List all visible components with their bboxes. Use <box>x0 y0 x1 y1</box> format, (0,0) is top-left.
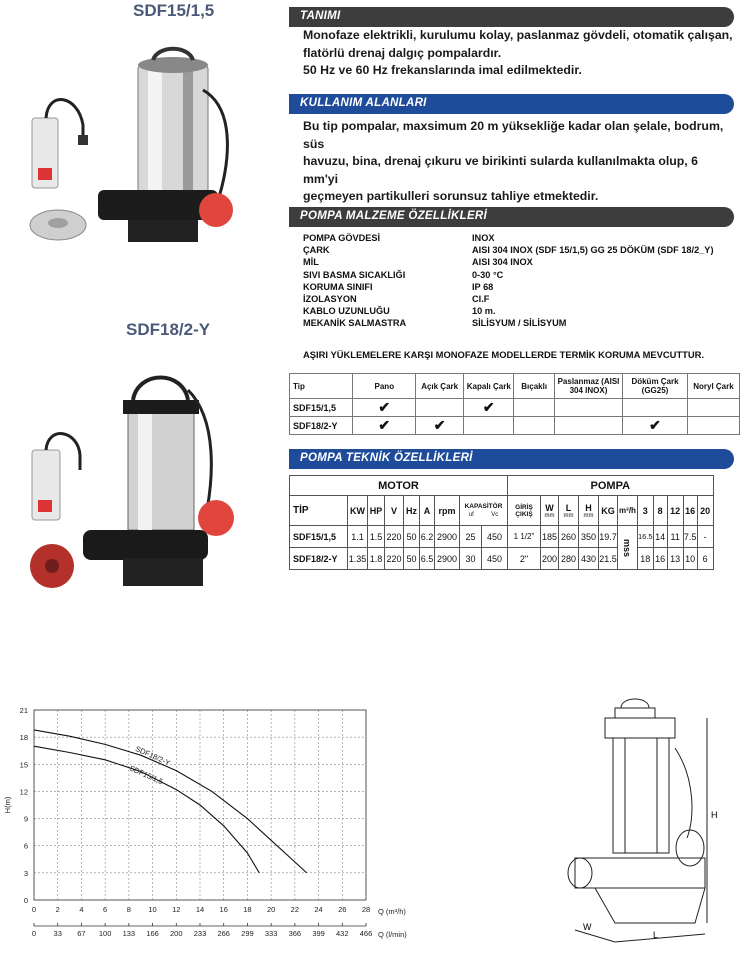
x2-tick-label: 333 <box>264 929 278 938</box>
dim-w-label: W <box>583 922 592 932</box>
x2-tick-label: 233 <box>193 929 207 938</box>
x2-tick-label: 399 <box>312 929 325 938</box>
x2-tick-label: 166 <box>146 929 159 938</box>
check-icon: ✔ <box>623 417 688 435</box>
tanimi-text: Monofaze elektrikli, kurulumu kolay, paslanmaz gövdeli, otomatik çalışan, flatörlü drenaj dalgıç pompalardır. 50 Hz ve 60 Hz frekanslarında imal edilmektedir. <box>303 28 733 77</box>
x-tick-label: 18 <box>243 905 252 914</box>
x2-tick-label: 67 <box>77 929 86 938</box>
dimension-diagram <box>555 698 735 948</box>
x2-tick-label: 133 <box>122 929 136 938</box>
performance-chart <box>0 700 407 950</box>
check-icon: ✔ <box>353 417 416 435</box>
model-title-top: SDF15/1,5 <box>133 1 215 20</box>
options-header: Kapalı Çark <box>464 374 514 399</box>
y-tick-label: 15 <box>19 760 28 770</box>
y-tick-label: 9 <box>23 814 28 824</box>
x-tick-label: 22 <box>290 905 300 914</box>
check-icon: ✔ <box>416 417 464 435</box>
x-tick-label: 26 <box>338 905 347 914</box>
mss-label: mss <box>618 526 638 570</box>
options-header: Noryl Çark <box>687 374 739 399</box>
y-axis-label: H(m) <box>3 796 12 814</box>
options-header: Pano <box>353 374 416 399</box>
x-tick-label: 6 <box>103 905 108 914</box>
options-header: Döküm Çark (GG25) <box>623 374 688 399</box>
tech-row-sdf15: SDF15/1,5 1.1 1.5 220 50 6.2 2900 25 450 1 1/2" 185 260 350 19.7 mss 16.5 14 11 7.5 - <box>290 526 714 548</box>
x2-tick-label: 366 <box>288 929 302 938</box>
model-title-bottom: SDF18/2-Y <box>126 320 211 339</box>
x-axis-label: Q (m³/h) <box>378 907 406 916</box>
y-tick-label: 0 <box>23 896 28 905</box>
x-tick-label: 14 <box>195 905 205 914</box>
x-tick-label: 2 <box>55 905 60 914</box>
check-icon: ✔ <box>464 399 514 417</box>
kapasitor-header: KAPASİTÖR uf Vc <box>460 496 508 526</box>
x2-tick-label: 299 <box>241 929 254 938</box>
dim-l-label: L <box>653 930 659 940</box>
dim-h-label: H <box>711 810 718 820</box>
x-tick-label: 20 <box>266 905 276 914</box>
section-banner-teknik: POMPA TEKNİK ÖZELLİKLERİ <box>289 449 734 469</box>
x-tick-label: 24 <box>314 905 323 914</box>
pompa-header: POMPA <box>508 476 714 496</box>
options-header: Bıçaklı <box>514 374 555 399</box>
x-tick-label: 8 <box>126 905 131 914</box>
options-header: Açık Çark <box>416 374 464 399</box>
product-image-sdf15 <box>28 50 243 250</box>
options-row-sdf15: SDF15/1,5 ✔ ✔ <box>290 399 740 417</box>
x-tick-label: 16 <box>219 905 228 914</box>
series-line-SDF15/1,5 <box>34 746 259 873</box>
kullanim-text: Bu tip pompalar, maxsimum 20 m yüksekliğe kadar olan şelale, bodrum, süs havuzu, bina, drenaj çıkuru ve birikinti sularda kullanılmakta olup, 6 mm'yi geçmeyen partikulleri sorunsuz tahliye etmektedir. <box>303 119 724 203</box>
x2-tick-label: 432 <box>336 929 349 938</box>
x-tick-label: 10 <box>148 905 157 914</box>
y-tick-label: 21 <box>19 706 28 715</box>
x-tick-label: 4 <box>79 905 84 914</box>
options-table <box>289 373 740 435</box>
options-header: Paslanmaz (AISI 304 INOX) <box>554 374 622 399</box>
series-label: SDF15/1,5 <box>128 763 165 787</box>
y-tick-label: 12 <box>19 787 28 797</box>
tech-table: MOTOR POMPA TİP KW HP V Hz A rpm KAPASİTÖR uf Vc GİRİŞ ÇIKIŞ W mm L mm H mm KG m³/h 3 8 12 16 20 SDF15/1,5 1.1 1.5 220 50 6.2 2900 25 450 1 1/2" 185 260 350 19.7 mss 16.5 14 11 7.5 - SDF18/2-Y 1.35 1.8 220 50 6.5 2900 30 450 2" 200 280 430 21.5 18 16 13 10 6 <box>289 475 714 570</box>
options-row-sdf18: SDF18/2-Y ✔ ✔ ✔ <box>290 417 740 435</box>
section-banner-tanimi: TANIMI <box>289 7 734 27</box>
motor-header: MOTOR <box>290 476 508 496</box>
x-tick-label: 28 <box>361 905 371 914</box>
x2-axis-label: Q (l/min) <box>378 930 407 939</box>
x-tick-label: 0 <box>31 905 37 914</box>
x2-tick-label: 100 <box>98 929 112 938</box>
tech-row-sdf18: SDF18/2-Y 1.35 1.8 220 50 6.5 2900 30 450 2" 200 280 430 21.5 18 16 13 10 6 <box>290 548 714 570</box>
options-header: Tip <box>290 374 353 399</box>
product-image-sdf18 <box>28 370 243 595</box>
x2-tick-label: 0 <box>31 929 37 938</box>
series-label: SDF18/2-Y <box>133 744 172 768</box>
x2-tick-label: 466 <box>359 929 373 938</box>
x2-tick-label: 200 <box>170 929 183 938</box>
x2-tick-label: 33 <box>53 929 62 938</box>
check-icon: ✔ <box>353 399 416 417</box>
y-tick-label: 18 <box>19 733 28 743</box>
section-banner-kullanim: KULLANIM ALANLARI <box>289 94 734 114</box>
x-tick-label: 12 <box>172 905 181 914</box>
y-tick-label: 3 <box>23 868 28 878</box>
thermal-protection-note: AŞIRI YÜKLEMELERE KARŞI MONOFAZE MODELLERDE TERMİK KORUMA MEVCUTTUR. <box>303 349 705 360</box>
y-tick-label: 6 <box>23 841 28 851</box>
series-line-SDF18/2-Y <box>34 730 307 873</box>
x2-tick-label: 266 <box>217 929 230 938</box>
section-banner-malzeme: POMPA MALZEME ÖZELLİKLERİ <box>289 207 734 227</box>
